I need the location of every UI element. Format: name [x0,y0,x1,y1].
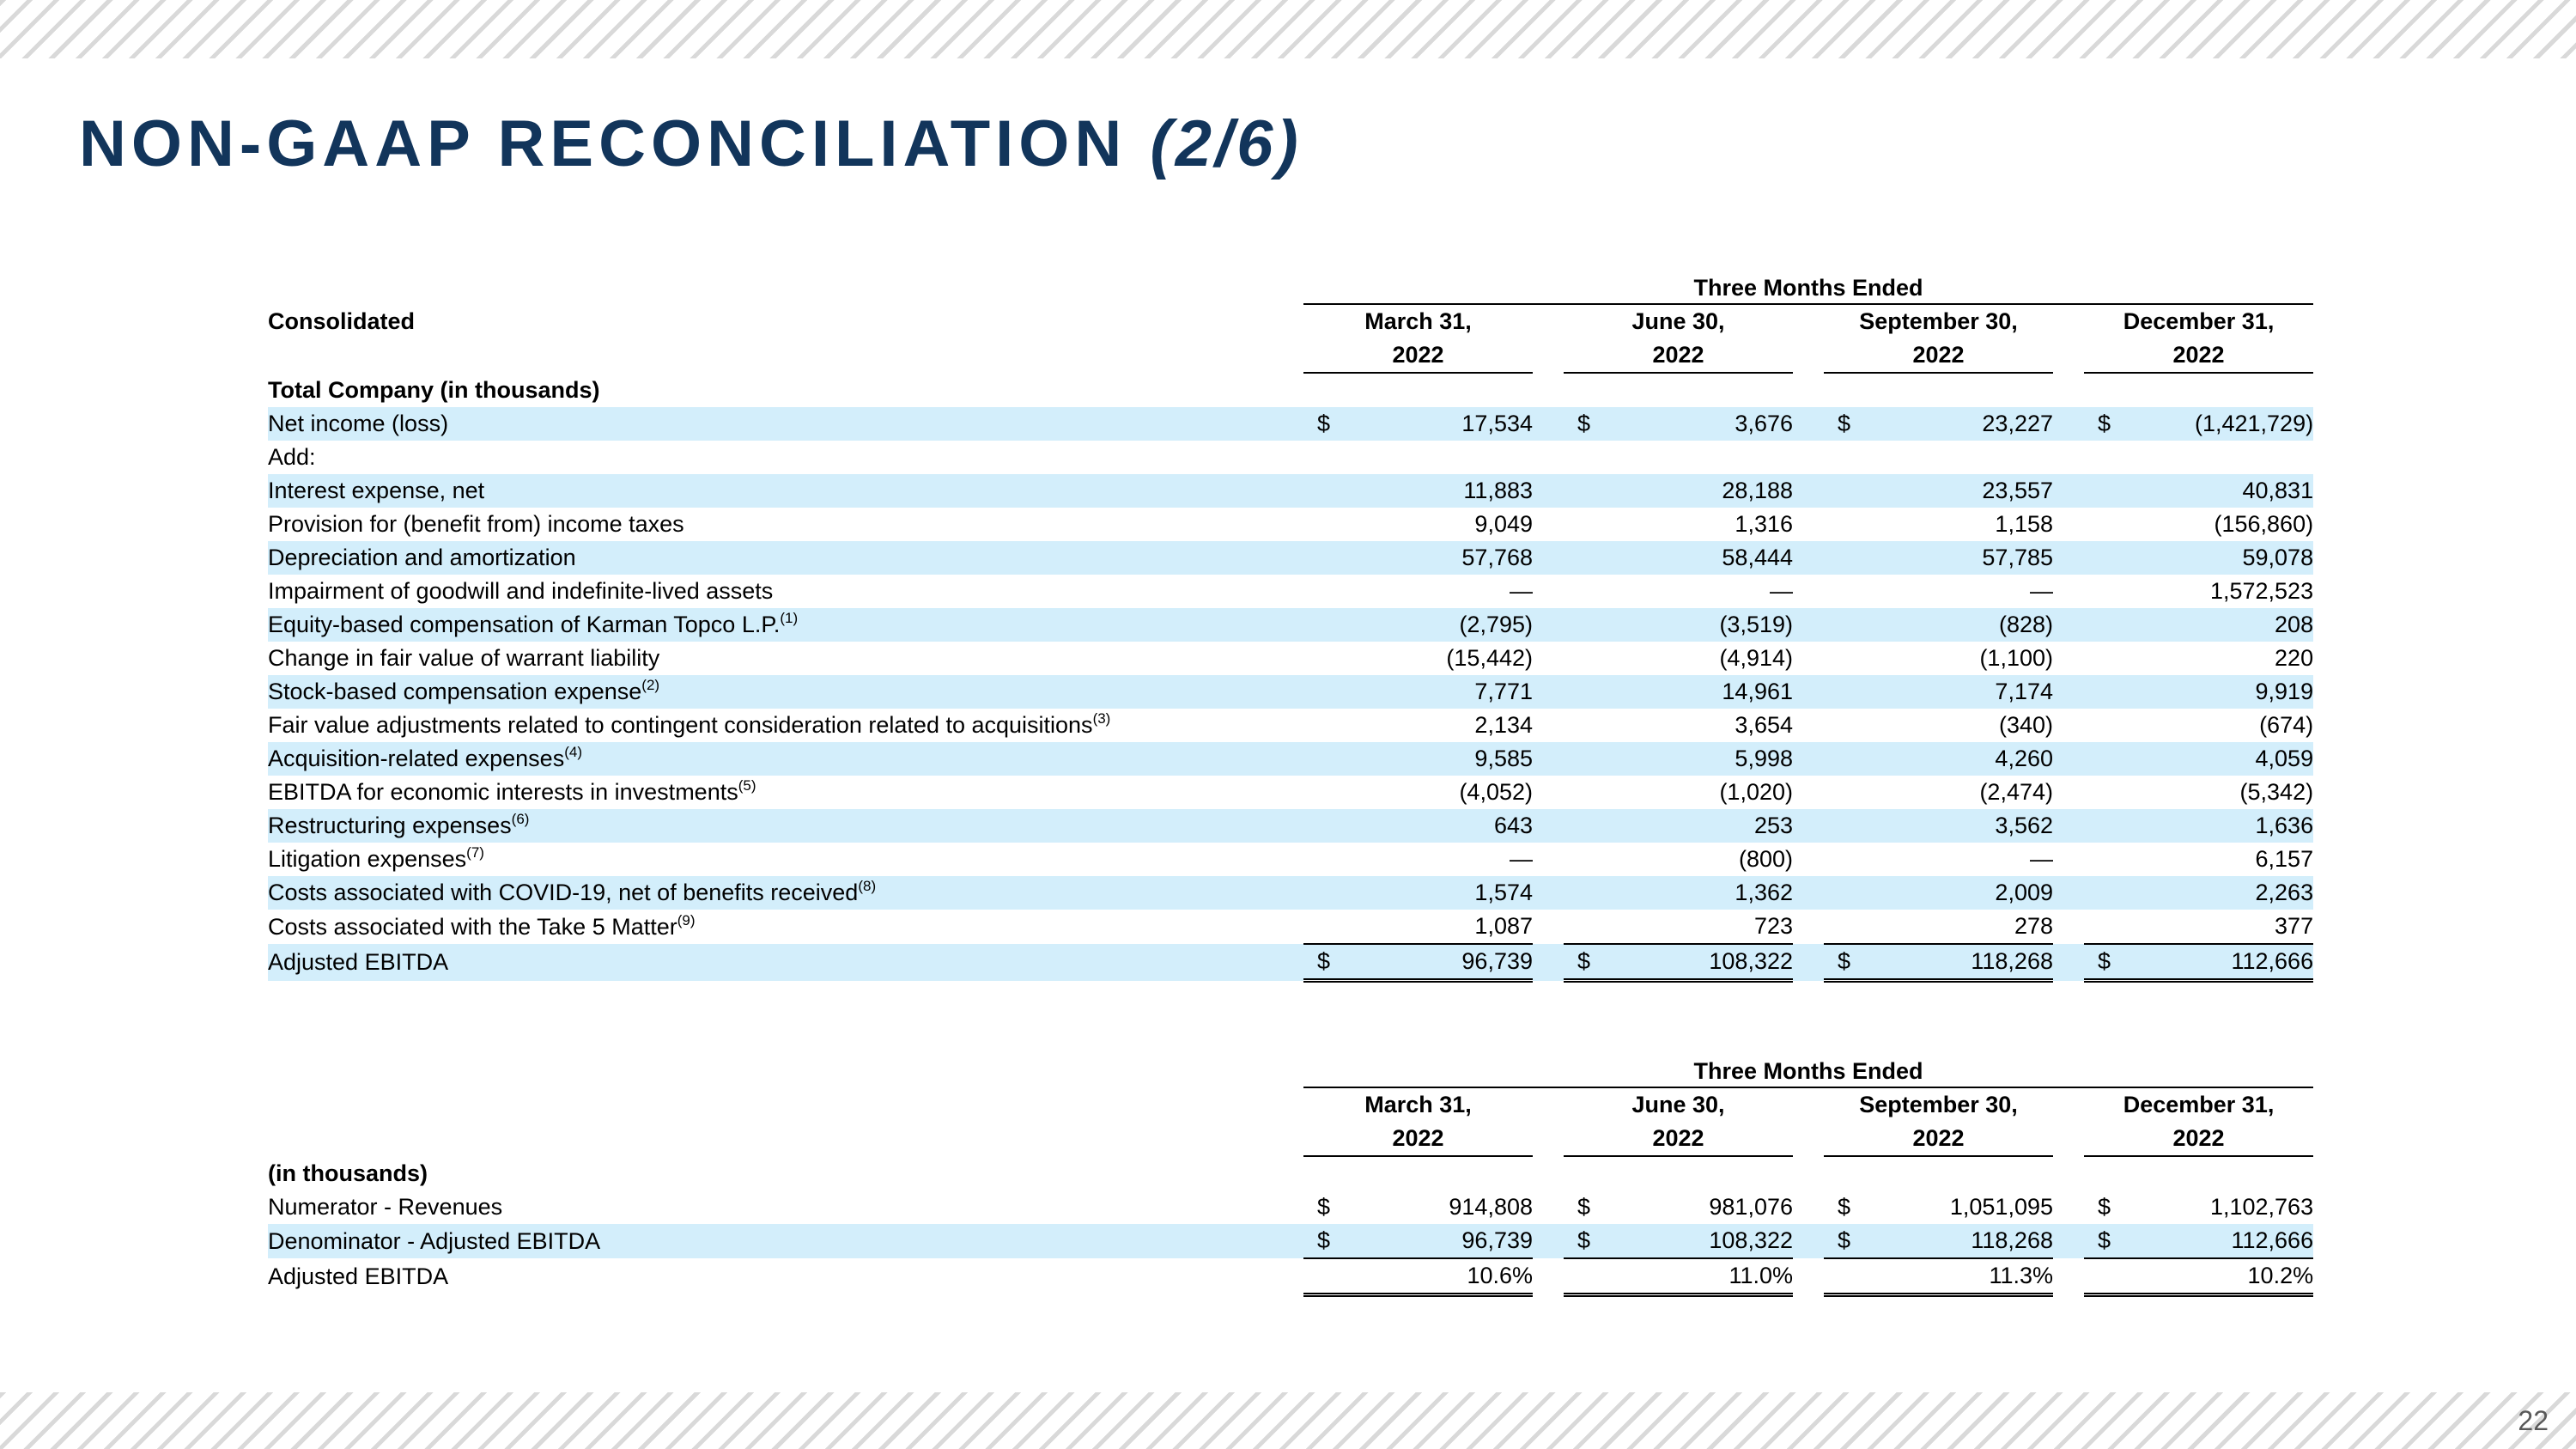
currency-symbol [1564,441,1615,474]
row-label: Provision for (benefit from) income taxes [268,511,684,537]
top-hatch-band [0,0,2576,58]
value-cell: 28,188 [1615,474,1793,508]
value-cell: 1,051,095 [1949,1194,2053,1220]
page-title [79,101,1302,187]
currency-symbol [1303,776,1355,809]
value-cell: 11,883 [1355,474,1533,508]
currency-symbol: $ [1824,1224,1875,1258]
row-label: Acquisition-related expenses$^{(4)}$ [268,742,1303,776]
currency-symbol: $ [2084,407,2136,441]
table-row [268,776,2313,809]
row-label: Depreciation and amortization [268,541,1303,575]
value-cell: 377 [2136,910,2313,944]
value-cell: (5,342) [2239,779,2314,805]
currency-symbol [1824,441,1875,474]
currency-symbol [1303,575,1355,608]
currency-symbol: $ [1564,944,1615,981]
value-cell: — [1770,578,1793,604]
currency-symbol [1303,910,1355,944]
value-cell: 253 [1615,809,1793,843]
row-label: Stock-based compensation expense$^{(2)}$ [268,675,1303,709]
table-row [268,407,2313,441]
footnote-marker: (6) [511,811,530,827]
currency-symbol [1564,843,1615,876]
currency-symbol [1303,608,1355,642]
row-label: Equity-based compensation of Karman Topco L.P.$^{(1)}$ [268,608,1303,642]
row-label: Numerator - Revenues [268,1194,503,1220]
row-label: Costs associated with the Take 5 Matter$^{(9)}$ [268,911,696,940]
value-cell: (800) [1738,846,1793,872]
currency-symbol [1303,876,1355,910]
currency-symbol [1303,541,1355,575]
value-cell: 278 [1875,910,2053,944]
currency-symbol: $ [1303,407,1355,441]
currency-symbol [1824,608,1875,642]
value-cell: (1,100) [1979,645,2053,671]
footnote-marker: (5) [738,777,756,794]
value-cell: 96,739 [1355,1224,1533,1258]
value-cell: — [2030,578,2053,604]
value-cell: (674) [2259,712,2314,738]
value-cell: (2,795) [1355,608,1533,642]
column-year-q2: 2022 [1564,1122,1793,1156]
currency-symbol [1303,809,1355,843]
value-cell: 1,572,523 [2209,578,2314,604]
value-cell: 112,666 [2136,1224,2313,1258]
table-row [268,843,2313,876]
value-cell: 96,739 [1355,944,1533,981]
value-cell: 1,087 [1355,910,1533,944]
currency-symbol [2084,1258,2136,1295]
currency-symbol: $ [1577,1194,1591,1220]
currency-symbol [1564,709,1615,742]
currency-symbol [1824,474,1875,508]
row-label: Change in fair value of warrant liability [268,645,660,671]
row-label: Restructuring expenses$^{(6)}$ [268,809,1303,843]
currency-symbol [1824,709,1875,742]
value-cell: (2,474) [1979,779,2053,805]
currency-symbol [1303,675,1355,709]
currency-symbol [2084,608,2136,642]
currency-symbol [1824,742,1875,776]
currency-symbol [2084,776,2136,809]
value-cell: 5,998 [1615,742,1793,776]
value-cell: (340) [1998,712,2053,738]
value-cell: (1,421,729) [2136,407,2313,441]
table-row [268,1190,2313,1224]
value-cell: 23,227 [1875,407,2053,441]
value-cell: 220 [2275,645,2314,671]
currency-symbol [1564,742,1615,776]
table-row [268,742,2313,776]
value-cell: 3,654 [1735,712,1793,738]
value-cell [1355,441,1533,474]
currency-symbol: $ [2098,1194,2111,1220]
row-label: Net income (loss) [268,407,1303,441]
currency-symbol [2084,843,2136,876]
value-cell: 17,534 [1355,407,1533,441]
column-year-q4: 2022 [2084,338,2313,373]
value-cell: (1,020) [1719,779,1793,805]
footnote-marker: (4) [564,744,582,760]
table-row [268,541,2313,575]
value-cell: 59,078 [2136,541,2313,575]
table-row [268,675,2313,709]
currency-symbol [2084,441,2136,474]
currency-symbol [2084,541,2136,575]
column-header-q1: March 31, [1364,1092,1472,1117]
currency-symbol [1564,508,1615,541]
value-cell: 3,676 [1615,407,1793,441]
column-header-q2: June 30, [1631,308,1725,334]
value-cell [2136,441,2313,474]
currency-symbol [2084,474,2136,508]
value-cell: 3,562 [1875,809,2053,843]
margin-table [268,1055,2313,1297]
value-cell: (156,860) [2214,511,2314,537]
footnote-marker: (3) [1092,710,1111,727]
currency-symbol [1824,575,1875,608]
currency-symbol [1824,809,1875,843]
value-cell: 4,059 [2136,742,2313,776]
value-cell: 981,076 [1709,1194,1793,1220]
row-label: Litigation expenses$^{(7)}$ [268,844,484,872]
value-cell: 57,785 [1875,541,2053,575]
column-header-q4: December 31, [2123,308,2275,334]
currency-symbol [1824,910,1875,944]
column-year-q4: 2022 [2084,1122,2313,1156]
currency-symbol [1564,776,1615,809]
currency-symbol [1564,876,1615,910]
value-cell: 7,174 [1875,675,2053,709]
row-label: Interest expense, net [268,474,1303,508]
row-label: EBITDA for economic interests in investments$^{(5)}$ [268,777,756,805]
value-cell: 40,831 [2136,474,2313,508]
period-header: Three Months Ended [1303,271,2313,305]
value-cell: 58,444 [1615,541,1793,575]
currency-symbol: $ [1824,407,1875,441]
currency-symbol [1824,776,1875,809]
footnote-marker: (2) [641,677,660,693]
value-cell: 1,362 [1615,876,1793,910]
currency-symbol [1303,474,1355,508]
value-cell: 1,158 [1995,511,2053,537]
table-row [268,709,2313,742]
footnote-marker: (8) [858,878,877,894]
value-cell: 10.6% [1355,1258,1533,1295]
table-row [268,642,2313,675]
currency-symbol [1824,843,1875,876]
currency-symbol [1564,675,1615,709]
row-label: Adjusted EBITDA [268,1263,449,1289]
column-year-q1: 2022 [1303,1122,1533,1156]
row-label: Fair value adjustments related to contingent consideration related to acquisitions$^{(3)}$ [268,710,1111,738]
table-row [268,474,2313,508]
page-number: 22 [2518,1405,2549,1436]
currency-symbol [2084,642,2136,675]
column-header-q4: December 31, [2123,1092,2275,1117]
currency-symbol: $ [1564,407,1615,441]
value-cell: 118,268 [1875,1224,2053,1258]
value-cell: 2,134 [1474,712,1533,738]
value-cell: — [1510,846,1533,872]
currency-symbol [2084,910,2136,944]
value-cell: 9,585 [1355,742,1533,776]
table-row [268,608,2313,642]
currency-symbol [1564,1258,1615,1295]
currency-symbol [1564,575,1615,608]
table-row [268,910,2313,944]
currency-symbol [1824,508,1875,541]
table-row [268,508,2313,541]
value-cell [1615,441,1793,474]
table-row [268,1258,2313,1295]
currency-symbol [1303,508,1355,541]
currency-symbol: $ [1317,1194,1331,1220]
value-cell: 914,808 [1449,1194,1533,1220]
value-cell: 1,102,763 [2209,1194,2314,1220]
column-year-q2: 2022 [1564,338,1793,373]
currency-symbol [2084,809,2136,843]
currency-symbol [1564,608,1615,642]
currency-symbol: $ [1824,944,1875,981]
currency-symbol [1564,474,1615,508]
currency-symbol [2084,675,2136,709]
currency-symbol [2084,508,2136,541]
value-cell: 208 [2136,608,2313,642]
value-cell: 108,322 [1615,944,1793,981]
section-label: Consolidated [268,308,416,334]
currency-symbol [1564,541,1615,575]
currency-symbol [2084,742,2136,776]
currency-symbol [1824,541,1875,575]
currency-symbol: $ [1303,1224,1355,1258]
currency-symbol: $ [2084,1224,2136,1258]
value-cell: 1,636 [2136,809,2313,843]
row-label: Costs associated with COVID-19, net of benefits received$^{(8)}$ [268,876,1303,910]
value-cell: — [1510,578,1533,604]
value-cell: (828) [1875,608,2053,642]
currency-symbol [1303,843,1355,876]
table-subtitle: (in thousands) [268,1160,428,1186]
currency-symbol [2084,575,2136,608]
value-cell: 9,919 [2136,675,2313,709]
column-year-q3: 2022 [1824,338,2053,373]
value-cell: 112,666 [2136,944,2313,981]
value-cell: 2,263 [2136,876,2313,910]
table-row [268,575,2313,608]
row-label: Add: [268,444,316,470]
row-label: Impairment of goodwill and indefinite-lived assets [268,578,774,604]
currency-symbol [1824,642,1875,675]
currency-symbol [1564,809,1615,843]
table-row [268,441,2313,474]
title-main: NON-GAAP RECONCILIATION [79,107,1127,180]
footnote-marker: (9) [677,911,696,928]
value-cell: 10.2% [2136,1258,2313,1295]
currency-symbol [1824,1258,1875,1295]
value-cell: 643 [1355,809,1533,843]
currency-symbol: $ [2084,944,2136,981]
value-cell: 4,260 [1875,742,2053,776]
value-cell: 1,574 [1355,876,1533,910]
row-label: Denominator - Adjusted EBITDA [268,1224,1303,1258]
value-cell: — [2030,846,2053,872]
currency-symbol [1303,1258,1355,1295]
value-cell: 9,049 [1474,511,1533,537]
value-cell: (4,052) [1459,779,1533,805]
column-header-q1: March 31, [1364,308,1472,334]
value-cell: 118,268 [1875,944,2053,981]
currency-symbol [1824,675,1875,709]
currency-symbol: $ [1303,944,1355,981]
value-cell: 2,009 [1875,876,2053,910]
value-cell: 723 [1615,910,1793,944]
value-cell: 7,771 [1355,675,1533,709]
column-year-q3: 2022 [1824,1122,2053,1156]
row-label: Adjusted EBITDA [268,944,1303,981]
bottom-hatch-band [0,1392,2576,1449]
currency-symbol [1303,709,1355,742]
table-row [268,1224,2313,1258]
value-cell: 108,322 [1615,1224,1793,1258]
currency-symbol [1303,742,1355,776]
value-cell [1875,441,2053,474]
currency-symbol [2084,709,2136,742]
footnote-marker: (7) [466,844,484,861]
value-cell: 57,768 [1355,541,1533,575]
value-cell: (4,914) [1719,645,1793,671]
column-year-q1: 2022 [1303,338,1533,373]
value-cell: (15,442) [1446,645,1533,671]
reconciliation-table [268,271,2313,983]
value-cell: 14,961 [1615,675,1793,709]
value-cell: 11.3% [1875,1258,2053,1295]
table-row [268,944,2313,981]
table-subtitle: Total Company (in thousands) [268,376,600,403]
currency-symbol: $ [1564,1224,1615,1258]
column-header-q3: September 30, [1859,1092,2018,1117]
table-row [268,809,2313,843]
title-sub: (2/6) [1150,107,1302,180]
currency-symbol [1303,441,1355,474]
value-cell: 11.0% [1615,1258,1793,1295]
currency-symbol [1564,642,1615,675]
column-header-q3: September 30, [1859,308,2018,334]
currency-symbol [1303,642,1355,675]
currency-symbol [1564,910,1615,944]
footnote-marker: (1) [780,610,799,626]
value-cell: 6,157 [2255,846,2314,872]
value-cell: 1,316 [1735,511,1793,537]
period-header: Three Months Ended [1303,1055,2313,1088]
column-header-q2: June 30, [1631,1092,1725,1117]
value-cell: 23,557 [1875,474,2053,508]
value-cell: (3,519) [1615,608,1793,642]
currency-symbol: $ [1838,1194,1851,1220]
currency-symbol [1824,876,1875,910]
currency-symbol [2084,876,2136,910]
table-row [268,876,2313,910]
